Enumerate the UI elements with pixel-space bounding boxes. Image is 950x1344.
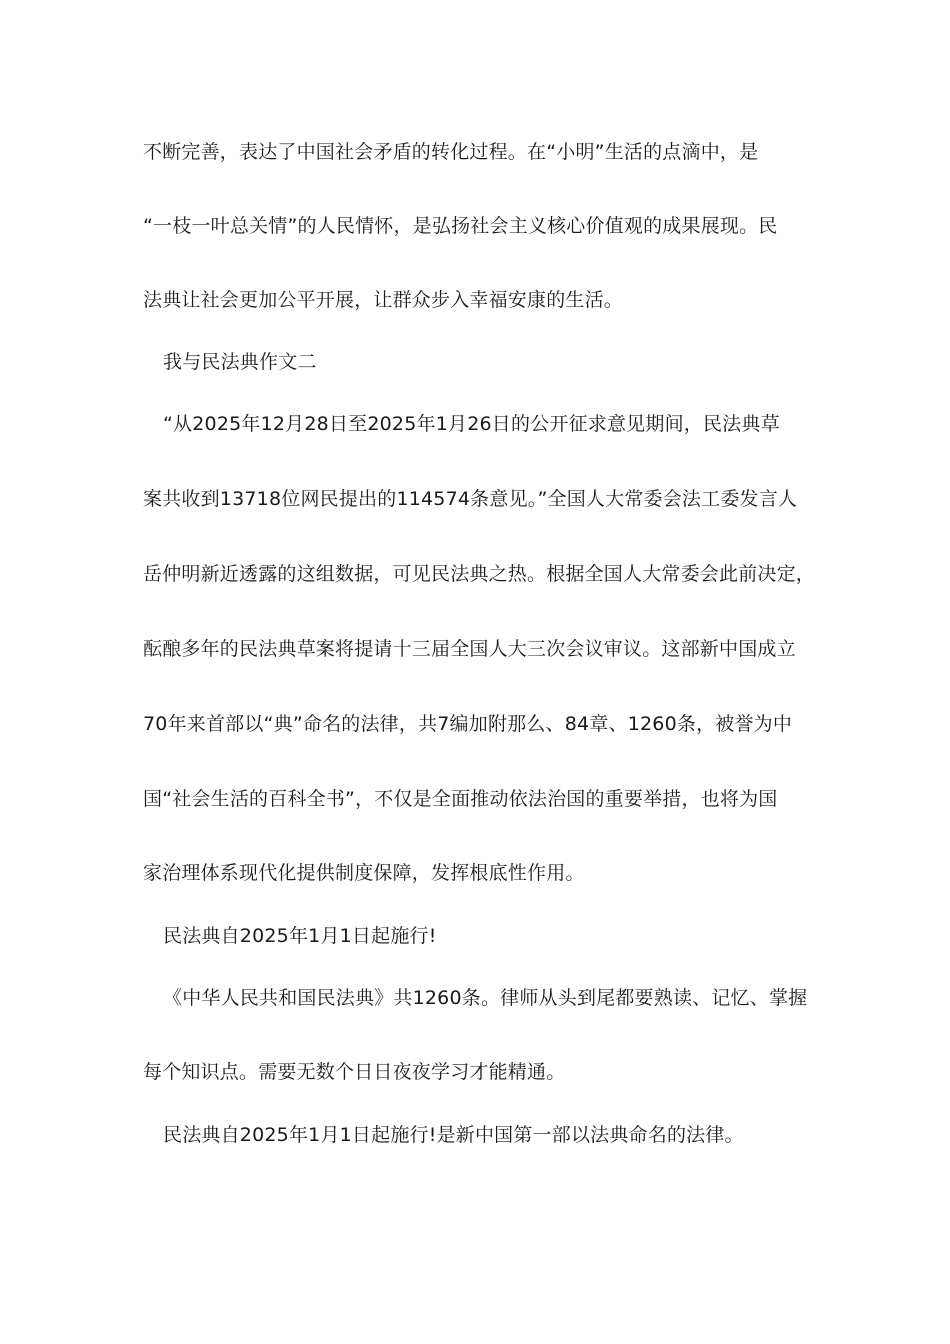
paragraph-line: “一枝一叶总关情”的人民情怀，是弘扬社会主义核心价值观的成果展现。民 <box>143 215 778 237</box>
paragraph-line: 国“社会生活的百科全书”，不仅是全面推动依法治国的重要举措，也将为国 <box>143 788 778 810</box>
paragraph-line: 家治理体系现代化提供制度保障，发挥根底性作用。 <box>143 862 585 884</box>
paragraph-line: 法典让社会更加公平开展，让群众步入幸福安康的生活。 <box>143 289 624 311</box>
paragraph-line: 不断完善，表达了中国社会矛盾的转化过程。在“小明”生活的点滴中，是 <box>143 141 759 163</box>
section-heading: 我与民法典作文二 <box>163 351 317 373</box>
paragraph-line: 《中华人民共和国民法典》共1260条。律师从头到尾都要熟读、记忆、掌握 <box>163 987 808 1009</box>
paragraph-line: 每个知识点。需要无数个日日夜夜学习才能精通。 <box>143 1061 566 1083</box>
paragraph-line: 70年来首部以“典”命名的法律，共7编加附那么、84章、1260条，被誉为中 <box>143 713 793 735</box>
paragraph-line: 案共收到13718位网民提出的114574条意见。”全国人大常委会法工委发言人 <box>143 488 798 510</box>
paragraph-line: 岳仲明新近透露的这组数据，可见民法典之热。根据全国人大常委会此前决定， <box>143 563 816 585</box>
paragraph-line: 民法典自2025年1月1日起施行!是新中国第一部以法典命名的法律。 <box>163 1124 744 1146</box>
paragraph-line: “从2025年12月28日至2025年1月26日的公开征求意见期间，民法典草 <box>163 413 780 435</box>
paragraph-line: 酝酿多年的民法典草案将提请十三届全国人大三次会议审议。这部新中国成立 <box>143 638 796 660</box>
paragraph-line: 民法典自2025年1月1日起施行! <box>163 925 437 947</box>
